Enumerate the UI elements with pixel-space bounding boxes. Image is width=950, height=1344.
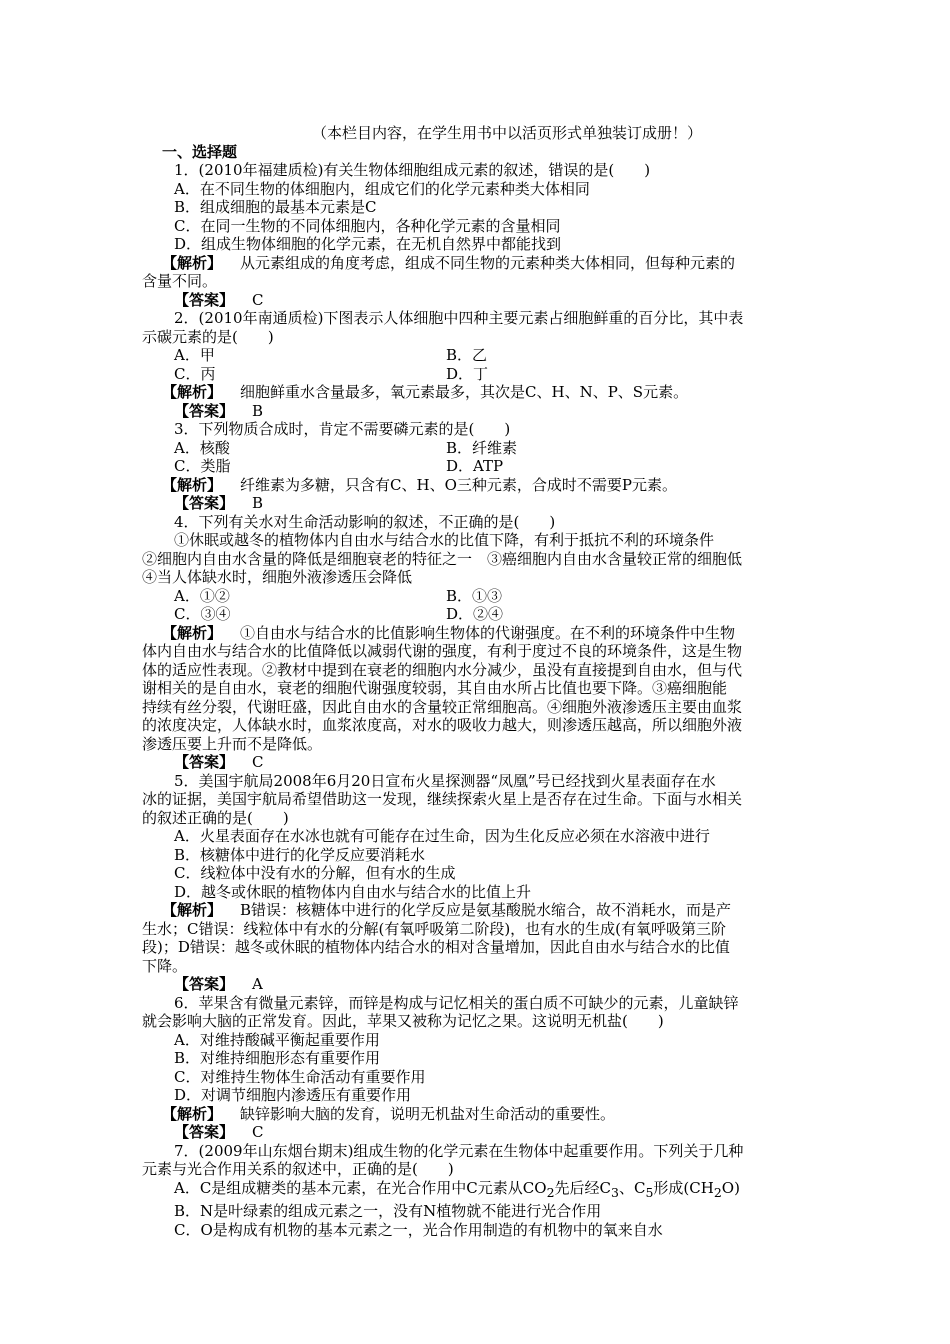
q4-options-row1	[142, 587, 812, 606]
explanation-label: 【解析】	[162, 623, 223, 642]
q4-statement-2: ②细胞内自由水含量的降低是细胞衰老的特征之一 ③癌细胞内自由水含量较正常的细胞低	[142, 549, 743, 568]
q2-stem: 2．(2010年南通质检)下图表示人体细胞中四种主要元素占细胞鲜重的百分比，其中表	[174, 309, 744, 327]
q3-explanation	[142, 476, 812, 495]
answer-label: 【答案】	[174, 1123, 235, 1141]
q4-exp-line1: ①自由水与结合水的比值影响生物体的代谢强度。在不利的环境条件中生物	[240, 623, 736, 642]
q1-explanation	[142, 254, 812, 273]
document-page	[142, 124, 812, 1239]
q2-answer-value: B	[252, 401, 264, 420]
q7-a-sub4: 2	[713, 1184, 722, 1200]
q2-options-row2	[142, 365, 812, 384]
q2-stem-line2: 示碳元素的是( )	[142, 327, 274, 346]
q4-option-b: B．①③	[446, 586, 503, 605]
q1-answer	[142, 291, 812, 310]
q1-option-b: B．组成细胞的最基本元素是C	[174, 198, 377, 216]
q4-exp-line2: 体内自由水与结合水的比值降低以减弱代谢的强度，有利于度过不良的环境条件，这是生物	[142, 642, 743, 660]
q4-answer	[142, 753, 812, 772]
q1-exp-line1: 从元素组成的角度考虑，组成不同生物的元素种类大体相同，但每种元素的	[240, 253, 736, 272]
q1-exp-line2: 含量不同。	[142, 272, 218, 290]
q7-option-a	[142, 1179, 812, 1203]
explanation-label: 【解析】	[162, 383, 223, 401]
q7-option-b: B．N是叶绿素的组成元素之一，没有N植物就不能进行光合作用	[174, 1202, 602, 1220]
q7-a-sub1: 2	[546, 1184, 555, 1200]
q7-a-text1: A．C是组成糖类的基本元素，在光合作用中C元素从CO	[174, 1178, 547, 1197]
q7-a-text4: 形成(CH	[653, 1178, 714, 1197]
q6-stem-line2: 就会影响大脑的正常发育。因此，苹果又被称为记忆之果。这说明无机盐( )	[142, 1012, 664, 1030]
q3-options-row2	[142, 457, 812, 476]
answer-label: 【答案】	[174, 401, 235, 420]
q4-exp-line3: 体的适应性表现。②教材中提到在衰老的细胞内水分减少，虽没有直接提到自由水，但与代	[142, 660, 743, 679]
q7-a-text2: 先后经C	[554, 1178, 612, 1197]
q5-option-c: C．线粒体中没有水的分解，但有水的生成	[174, 864, 456, 882]
q2-options-row1	[142, 346, 812, 365]
q4-exp-line5: 持续有丝分裂，代谢旺盛，因此自由水的含量较正常细胞高。④细胞外液渗透压主要由血浆	[142, 697, 743, 716]
q7-stem-line2: 元素与光合作用关系的叙述中，正确的是( )	[142, 1160, 454, 1178]
q5-exp-line3: 段)；D错误：越冬或休眠的植物体内结合水的相对含量增加，因此自由水与结合水的比值	[142, 938, 730, 956]
q6-option-d: D．对调节细胞内渗透压有重要作用	[174, 1086, 412, 1104]
q3-answer-value: B	[252, 494, 264, 512]
q2-answer	[142, 402, 812, 421]
q2-option-b: B．乙	[446, 346, 488, 364]
q4-option-c: C．③④	[174, 605, 231, 623]
q4-option-a: A．①②	[174, 586, 230, 605]
q6-exp-text: 缺锌影响大脑的发育，说明无机盐对生命活动的重要性。	[240, 1104, 616, 1123]
q5-exp-line1: B错误：核糖体中进行的化学反应是氨基酸脱水缩合，故不消耗水，而是产	[240, 901, 732, 919]
q7-a-sub2: 3	[611, 1184, 619, 1200]
q7-stem: 7．(2009年山东烟台期末)组成生物的化学元素在生物体中起重要作用。下列关于几种	[174, 1141, 744, 1160]
q5-answer-value: A	[252, 975, 263, 993]
explanation-label: 【解析】	[162, 253, 223, 272]
header-note: （本栏目内容，在学生用书中以活页形式单独装订成册！）	[311, 124, 702, 142]
q2-explanation	[142, 383, 812, 402]
q4-exp-line6: 的浓度决定，人体缺水时，血浆浓度高，对水的吸收力越大，则渗透压越高，所以细胞外液	[142, 716, 743, 734]
q6-stem: 6．苹果含有微量元素锌，而锌是构成与记忆相关的蛋白质不可缺少的元素，儿童缺锌	[174, 993, 739, 1012]
q4-answer-value: C	[252, 753, 264, 771]
explanation-label: 【解析】	[162, 475, 223, 494]
q3-option-c: C．类脂	[174, 457, 231, 475]
q3-exp-text: 纤维素为多糖，只含有C、H、O三种元素，合成时不需要P元素。	[240, 475, 677, 494]
q2-exp-text: 细胞鲜重水含量最多，氧元素最多，其次是C、H、N、P、S元素。	[240, 383, 689, 401]
q5-stem-line3: 的叙述正确的是( )	[142, 808, 289, 827]
q5-option-d: D．越冬或休眠的植物体内自由水与结合水的比值上升	[174, 882, 532, 901]
answer-label: 【答案】	[174, 290, 235, 309]
q4-option-d: D．②④	[446, 605, 504, 623]
q7-a-text5: O)	[721, 1178, 740, 1197]
q7-a-sub3: 5	[645, 1184, 654, 1200]
q6-option-c: C．对维持生物体生命活动有重要作用	[174, 1067, 426, 1086]
q1-stem: 1．(2010年福建质检)有关生物体细胞组成元素的叙述，错误的是( )	[174, 161, 651, 179]
q3-answer	[142, 494, 812, 513]
q1-option-a: A．在不同生物的体细胞内，组成它们的化学元素种类大体相同	[174, 179, 590, 198]
q6-explanation	[142, 1105, 812, 1124]
q3-options-row1	[142, 439, 812, 458]
q2-option-c: C．丙	[174, 364, 216, 383]
q1-option-d: D．组成生物体细胞的化学元素，在无机自然界中都能找到	[174, 235, 562, 253]
q7-option-c: C．O是构成有机物的基本元素之一，光合作用制造的有机物中的氧来自水	[174, 1220, 663, 1239]
q4-exp-line7: 渗透压要上升而不是降低。	[142, 734, 323, 753]
explanation-label: 【解析】	[162, 901, 223, 919]
q5-exp-line2: 生水；C错误：线粒体中有水的分解(有氧呼吸第二阶段)，也有水的生成(有氧呼吸第三阶	[142, 919, 727, 938]
q4-statement-3: ④当人体缺水时，细胞外液渗透压会降低	[142, 568, 413, 586]
q6-option-a: A．对维持酸碱平衡起重要作用	[174, 1030, 380, 1049]
q6-option-b: B．对维持细胞形态有重要作用	[174, 1049, 381, 1067]
answer-label: 【答案】	[174, 975, 235, 993]
q5-stem-line2: 冰的证据，美国宇航局希望借助这一发现，继续探索火星上是否存在过生命。下面与水相关	[142, 790, 743, 808]
q4-options-row2	[142, 605, 812, 624]
q7-a-text3: 、C	[618, 1178, 646, 1197]
q3-stem: 3．下列物质合成时，肯定不需要磷元素的是( )	[174, 420, 511, 438]
q3-option-b: B．纤维素	[446, 438, 518, 457]
q5-explanation	[142, 901, 812, 920]
q6-answer	[142, 1123, 812, 1142]
q4-stem: 4．下列有关水对生命活动影响的叙述，不正确的是( )	[174, 512, 556, 531]
q4-explanation	[142, 624, 812, 643]
q5-exp-line4: 下降。	[142, 956, 188, 975]
q5-answer	[142, 975, 812, 994]
section-title: 一、选择题	[162, 142, 238, 161]
q6-answer-value: C	[252, 1123, 264, 1141]
q3-option-a: A．核酸	[174, 438, 230, 457]
q1-answer-value: C	[252, 290, 264, 309]
q5-option-a: A．火星表面存在水冰也就有可能存在过生命，因为生化反应必须在水溶液中进行	[174, 827, 710, 845]
q4-exp-line4: 谢相关的是自由水，衰老的细胞代谢强度较弱，其自由水所占比值也要下降。③癌细胞能	[142, 679, 728, 697]
q5-option-b: B．核糖体中进行的化学反应要消耗水	[174, 845, 426, 864]
q1-option-c: C．在同一生物的不同体细胞内，各种化学元素的含量相同	[174, 216, 561, 235]
answer-label: 【答案】	[174, 753, 235, 771]
q3-option-d: D．ATP	[446, 457, 504, 475]
q2-option-d: D．丁	[446, 364, 489, 383]
q5-stem: 5．美国宇航局2008年6月20日宣布火星探测器“凤凰”号已经找到火星表面存在水	[174, 771, 716, 790]
explanation-label: 【解析】	[162, 1104, 223, 1123]
answer-label: 【答案】	[174, 494, 235, 512]
q4-statement-1: ①休眠或越冬的植物体内自由水与结合水的比值下降，有利于抵抗不利的环境条件	[174, 531, 715, 549]
q2-option-a: A．甲	[174, 346, 215, 364]
